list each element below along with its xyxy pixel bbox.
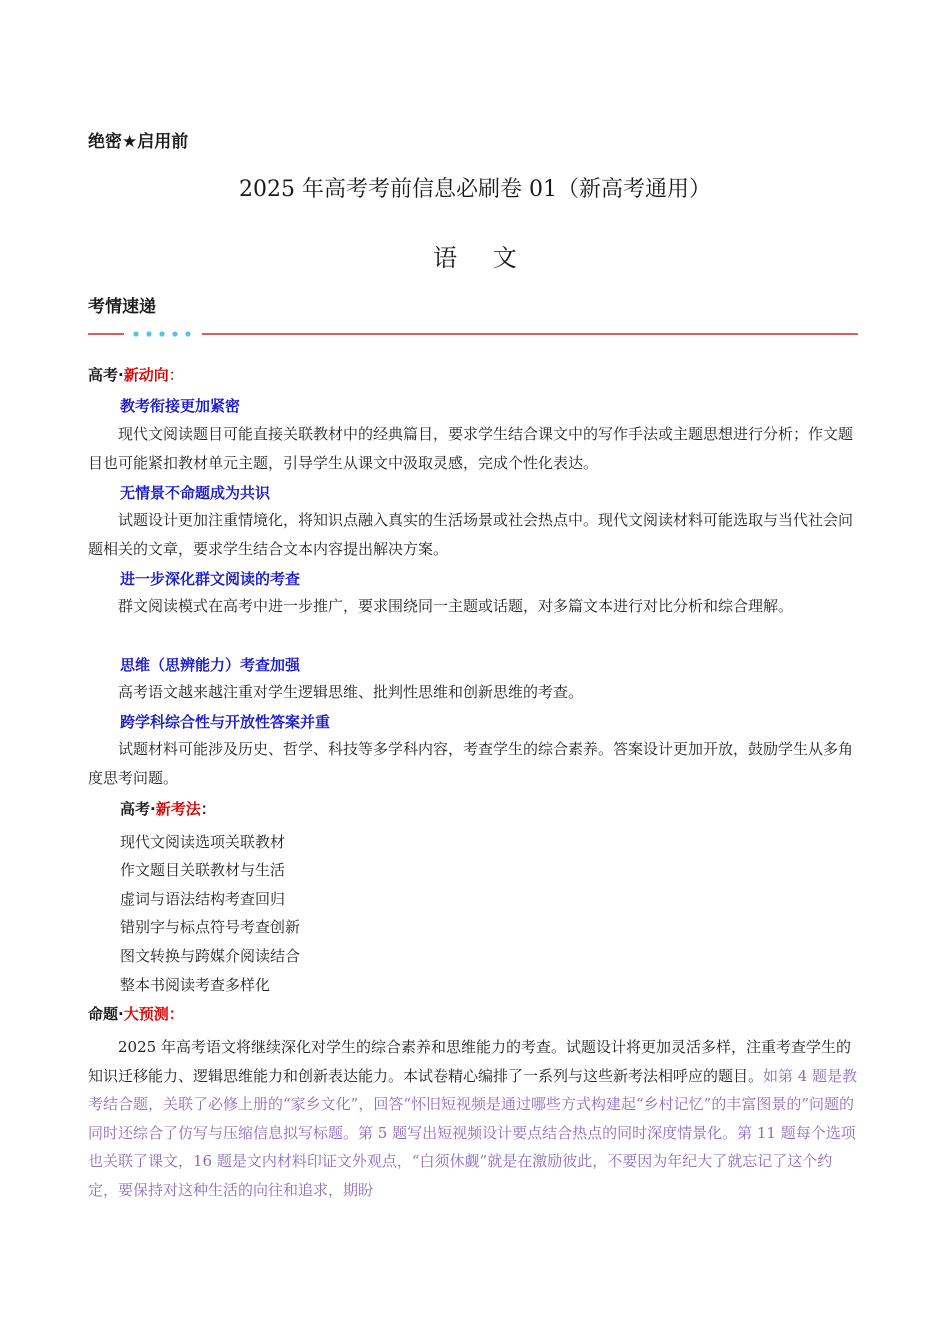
new-direction-prefix: 高考· (88, 366, 124, 384)
method-item: 作文题目关联教材与生活 (120, 861, 286, 879)
direction-body-4: 高考语文越来越注重对学生逻辑思维、批判性思维和创新思维的考查。 (118, 683, 584, 701)
direction-heading-2: 无情景不命题成为共识 (120, 484, 271, 502)
new-method-prefix: 高考· (120, 800, 156, 818)
divider-dot (185, 331, 190, 336)
prediction-label (88, 1003, 184, 1024)
section-divider (88, 322, 858, 346)
divider-dot (172, 331, 177, 336)
new-method-suffix: ： (200, 800, 216, 818)
divider-dot (159, 331, 164, 336)
direction-body-5: 试题材料可能涉及历史、哲学、科技等多学科内容，考查学生的综合素养。答案设计更加开放，鼓励学生从多角度思考问题。 (88, 740, 854, 787)
prediction-body (88, 1033, 858, 1204)
direction-heading-5: 跨学科综合性与开放性答案并重 (120, 713, 331, 731)
prediction-body-plain: 2025 年高考语文将继续深化对学生的综合素养和思维能力的考查。试题设计将更加灵活多样，注重考查学生的知识迁移能力、逻辑思维能力和创新表达能力。本试卷精心编排了一系列与这些新考法相呼应的题目。 (88, 1038, 851, 1085)
direction-heading-1: 教考衔接更加紧密 (120, 397, 241, 415)
confidential-label: 绝密★启用前 (88, 132, 189, 152)
direction-heading-3: 进一步深化群文阅读的考查 (120, 570, 301, 588)
direction-body-2: 试题设计更加注重情境化，将知识点融入真实的生活场景或社会热点中。现代文阅读材料可能选取与当代社会问题相关的文章，要求学生结合文本内容提出解决方案。 (88, 511, 854, 558)
new-method-label (120, 798, 216, 819)
method-item: 错别字与标点符号考查创新 (120, 918, 301, 936)
divider-dot (146, 331, 151, 336)
method-item: 图文转换与跨媒介阅读结合 (120, 947, 301, 965)
prediction-highlight: 大预测 (123, 1005, 169, 1023)
prediction-prefix: 命题· (88, 1005, 124, 1023)
method-item: 虚词与语法结构考查回归 (120, 890, 286, 908)
section-heading: 考情速递 (88, 297, 156, 317)
new-direction-highlight: 新动向 (123, 366, 169, 384)
new-direction-suffix: ： (168, 366, 184, 384)
page-title: 2025 年高考考前信息必刷卷 01（新高考通用） (239, 177, 711, 202)
prediction-body-highlighted: 如第 4 题是教考结合题，关联了必修上册的“家乡文化”，回答“怀旧短视频是通过哪些方式构建起“乡村记忆”的丰富图景的”问题的同时还综合了仿写与压缩信息拟写标题。第 5 题写出短视频设计要点结合热点的同时深度情景化。第 11 题每个选项也关联了课文，16 题是文内材料印证文外观点，“白须休觑”就是在激励彼此，不要因为年纪大了就忘记了这个约定，要保持对这种生活的向往和追求，期盼 (88, 1066, 858, 1199)
prediction-suffix: ： (168, 1005, 184, 1023)
direction-heading-4: 思维（思辨能力）考查加强 (120, 656, 301, 674)
new-method-highlight: 新考法 (155, 800, 201, 818)
new-direction-label (88, 364, 184, 385)
direction-body-3: 群文阅读模式在高考中进一步推广，要求围绕同一主题或话题，对多篇文本进行对比分析和综合理解。 (118, 597, 794, 615)
divider-dot (133, 331, 138, 336)
method-item: 现代文阅读选项关联教材 (120, 833, 286, 851)
direction-body-1: 现代文阅读题目可能直接关联教材中的经典篇目，要求学生结合课文中的写作手法或主题思想进行分析；作文题目也可能紧扣教材单元主题，引导学生从课文中汲取灵感，完成个性化表达。 (88, 425, 854, 472)
method-item: 整本书阅读考查多样化 (120, 976, 271, 994)
subject-title: 语 文 (433, 244, 531, 272)
